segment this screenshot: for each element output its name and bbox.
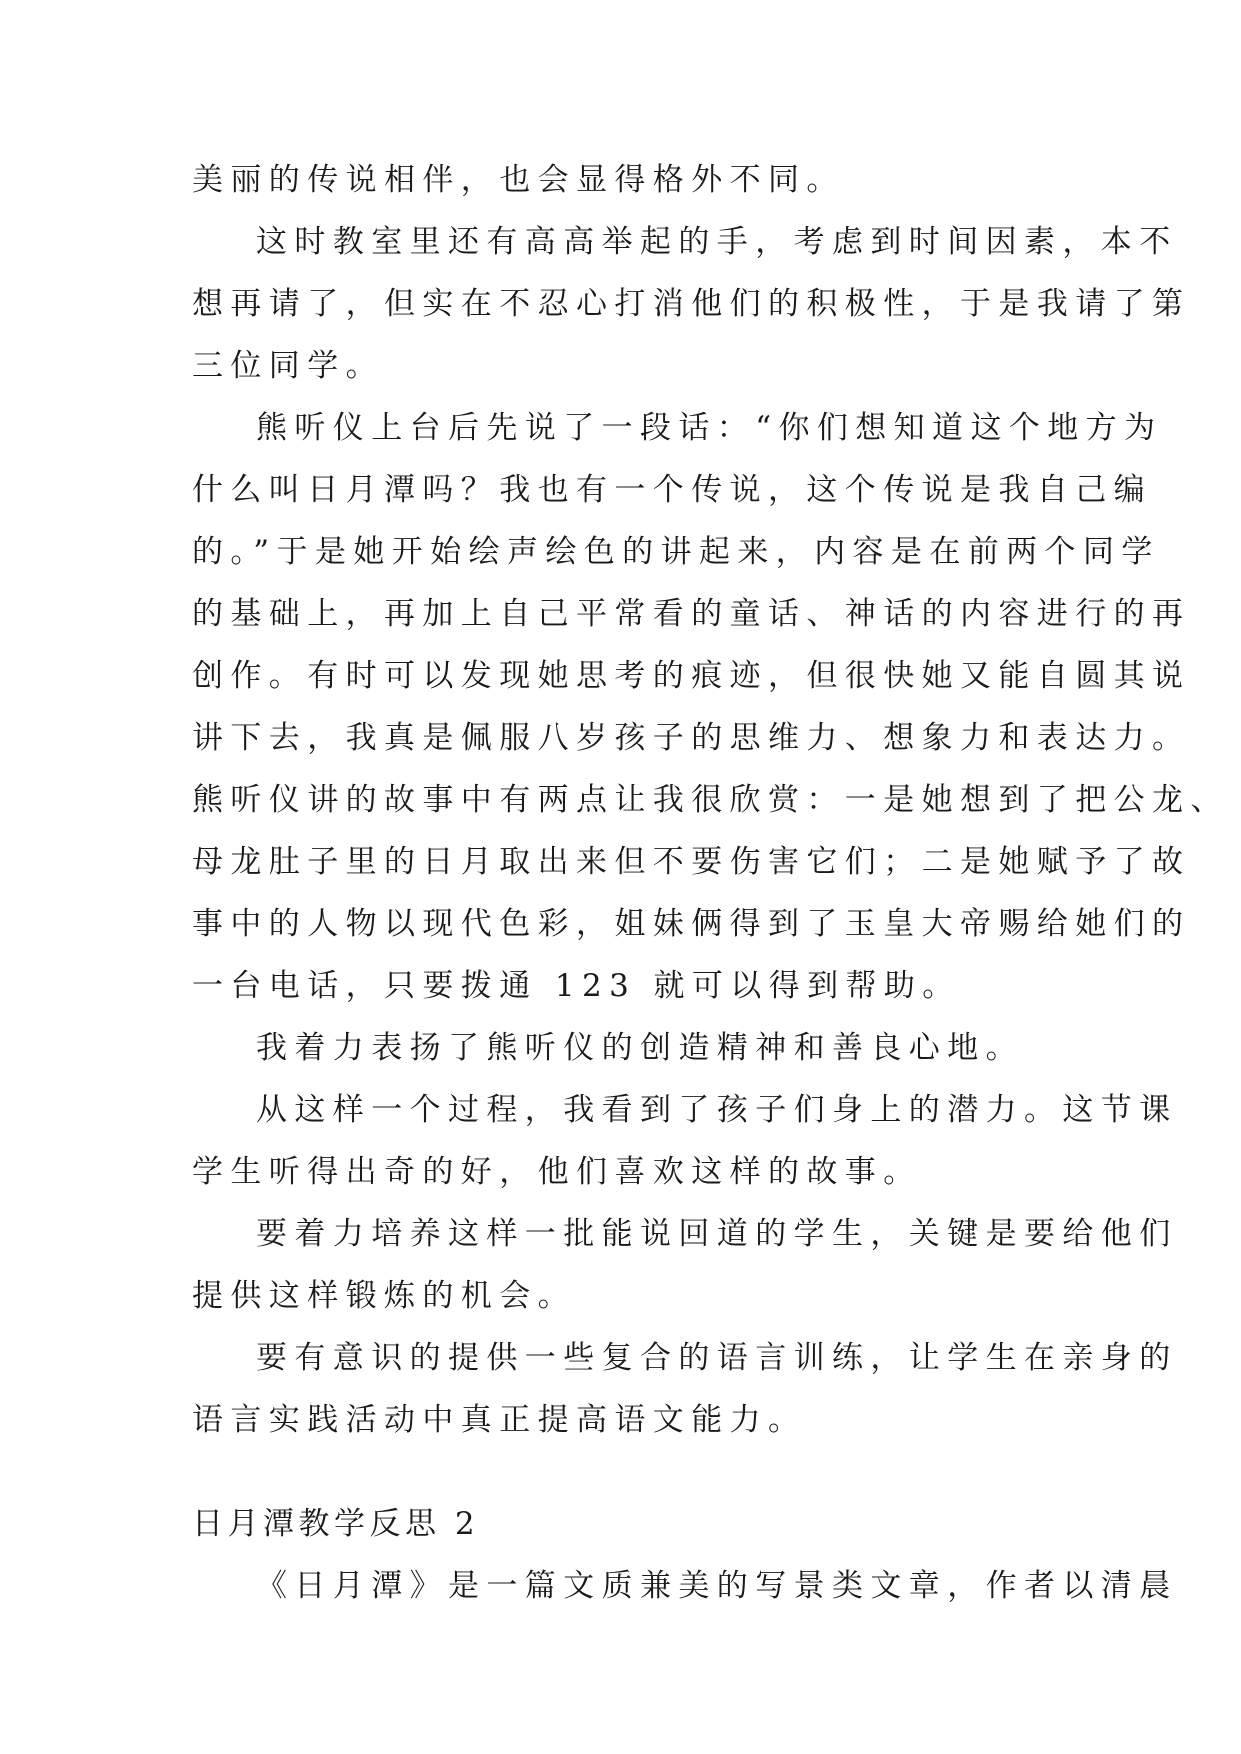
text-line: 什么叫日月潭吗？我也有一个传说，这个传说是我自己编 — [192, 472, 1152, 508]
text-line: 三位同学。 — [192, 348, 384, 384]
text-line: 熊听仪讲的故事中有两点让我很欣赏：一是她想到了把公龙、 — [192, 782, 1229, 818]
text-line: 想再请了，但实在不忍心打消他们的积极性，于是我请了第 — [192, 286, 1191, 322]
text-line: 母龙肚子里的日月取出来但不要伤害它们；二是她赋予了故 — [192, 844, 1191, 880]
paragraph-start: 这时教室里还有高高举起的手，考虑到时间因素，本不 — [256, 224, 1178, 260]
text-line: 讲下去，我真是佩服八岁孩子的思维力、想象力和表达力。 — [192, 720, 1191, 756]
paragraph-start: 我着力表扬了熊听仪的创造精神和善良心地。 — [256, 1030, 1024, 1066]
text-line: 提供这样锻炼的机会。 — [192, 1278, 576, 1314]
section-heading: 日月潭教学反思 2 — [192, 1506, 480, 1542]
text-line: 的基础上，再加上自己平常看的童话、神话的内容进行的再 — [192, 596, 1191, 632]
paragraph-start: 熊听仪上台后先说了一段话：“你们想知道这个地方为 — [256, 410, 1163, 446]
text-line: 美丽的传说相伴，也会显得格外不同。 — [192, 162, 845, 198]
text-line: 一台电话，只要拨通 123 就可以得到帮助。 — [192, 968, 961, 1004]
text-line: 语言实践活动中真正提高语文能力。 — [192, 1402, 807, 1438]
text-line: 学生听得出奇的好，他们喜欢这样的故事。 — [192, 1154, 922, 1190]
text-line: 的。”于是她开始绘声绘色的讲起来，内容是在前两个同学 — [192, 534, 1160, 570]
paragraph-start: 要有意识的提供一些复合的语言训练，让学生在亲身的 — [256, 1340, 1178, 1376]
text-line: 事中的人物以现代色彩，姐妹俩得到了玉皇大帝赐给她们的 — [192, 906, 1191, 942]
paragraph-start: 从这样一个过程，我看到了孩子们身上的潜力。这节课 — [256, 1092, 1178, 1128]
paragraph-start: 《日月潭》是一篇文质兼美的写景类文章，作者以清晨 — [256, 1568, 1178, 1604]
paragraph-start: 要着力培养这样一批能说回道的学生，关键是要给他们 — [256, 1216, 1178, 1252]
text-line: 创作。有时可以发现她思考的痕迹，但很快她又能自圆其说 — [192, 658, 1191, 694]
